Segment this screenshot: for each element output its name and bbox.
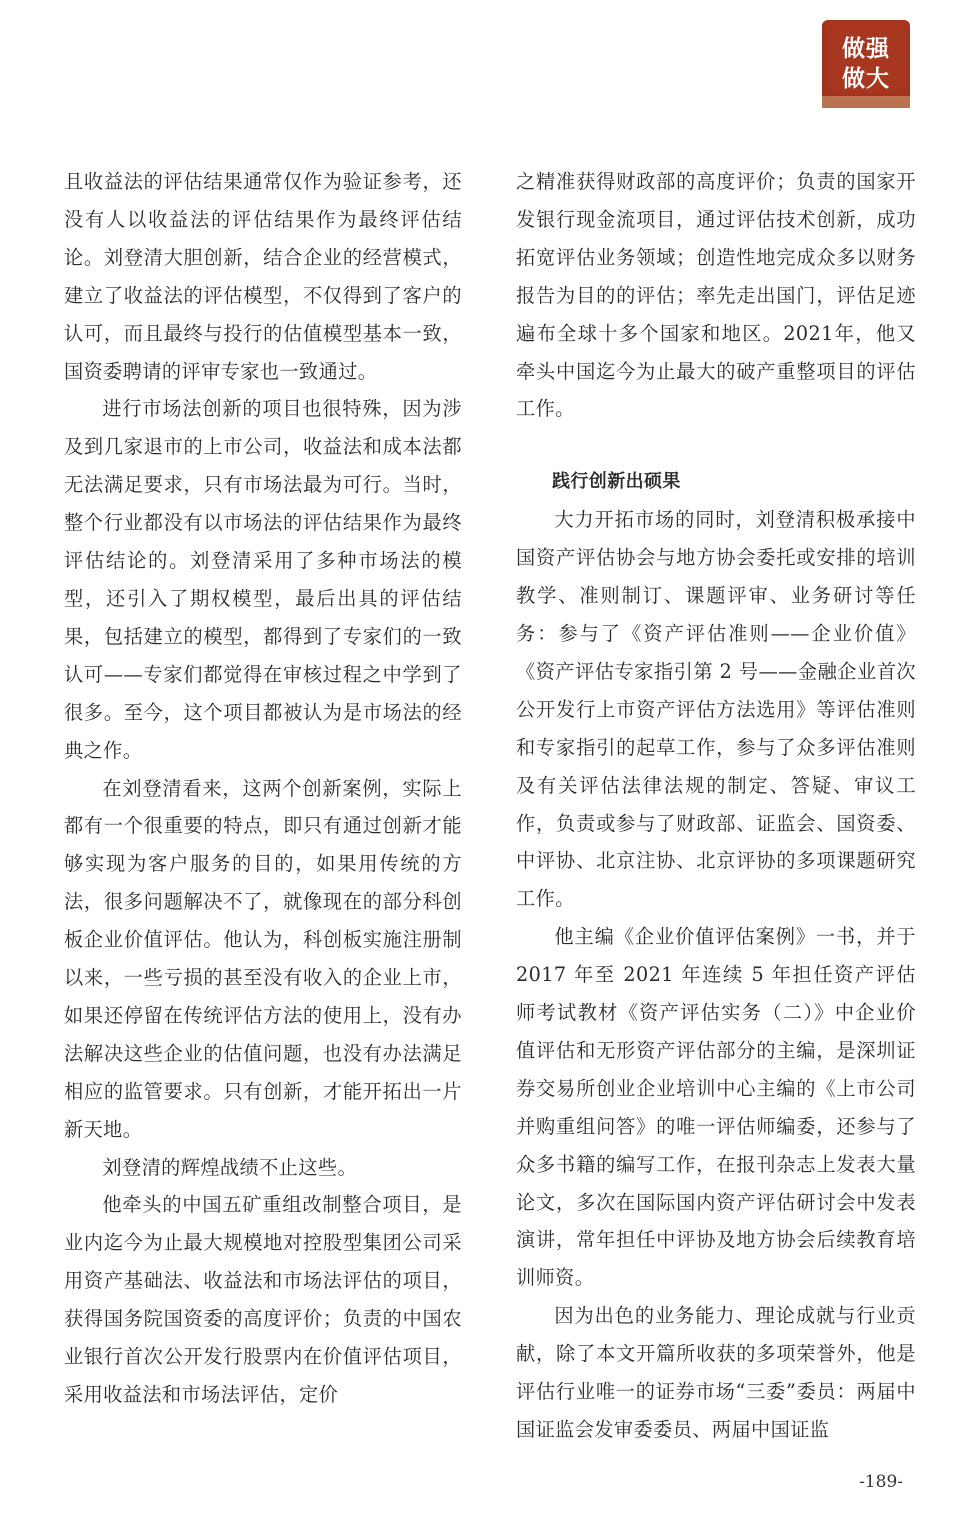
badge-line-2: 做大 [842,66,890,92]
paragraph: 进行市场法创新的项目也很特殊，因为涉及到几家退市的上市公司，收益法和成本法都无法满足要求，只有市场法最为可行。当时，整个行业都没有以市场法的评估结果作为最终评估结论的。刘登清采用了多种市场法的模型，还引入了期权模型，最后出具的评估结果，包括建立的模型，都得到了专家们的一致认可——专家们都觉得在审核过程之中学到了很多。至今，这个项目都被认为是市场法的经典之作。 [64,397,462,762]
right-column [516,163,916,1449]
paragraph: 刘登清的辉煌战绩不止这些。 [102,1155,358,1179]
paragraph: 大力开拓市场的同时，刘登清积极承接中国资产评估协会与地方协会委托或安排的培训教学、准则制订、课题评审、业务研讨等任务：参与了《资产评估准则——企业价值》《资产评估专家指引第 2 号——金融企业首次公开发行上市资产评估方法选用》等评估准则和专家指引的起草工作，参与了众多评估准则及有关评估法律法规的制定、答疑、审议工作，负责或参与了财政部、证监会、国资委、中评协、北京注协、北京评协的多项课题研究工作。 [516,508,916,911]
section-heading: 践行创新出硕果 [552,471,681,493]
badge-line-1: 做强 [842,36,890,62]
paragraph: 在刘登清看来，这两个创新案例，实际上都有一个很重要的特点，即只有通过创新才能够实现为客户服务的目的，如果用传统的方法，很多问题解决不了，就像现在的部分科创板企业价值评估。他认为，科创板实施注册制以来，一些亏损的甚至没有收入的企业上市，如果还停留在传统评估方法的使用上，没有办法解决这些企业的估值问题，也没有办法满足相应的监管要求。只有创新，才能开拓出一片新天地。 [64,776,462,1141]
paragraph: 他牵头的中国五矿重组改制整合项目，是业内迄今为止最大规模地对控股型集团公司采用资产基础法、收益法和市场法评估的项目，获得国务院国资委的高度评价；负责的中国农业银行首次公开发行股票内在价值评估项目，采用收益法和市场法评估，定价 [64,1193,462,1406]
paragraph: 之精准获得财政部的高度评价；负责的国家开发银行现金流项目，通过评估技术创新，成功拓宽评估业务领域；创造性地完成众多以财务报告为目的的评估；率先走出国门，评估足迹遍布全球十多个国家和地区。2021年，他又牵头中国迄今为止最大的破产重整项目的评估工作。 [516,170,916,421]
page-number: -189- [859,1472,903,1492]
paragraph: 他主编《企业价值评估案例》一书，并于 2017 年至 2021 年连续 5 年担任资产评估师考试教材《资产评估实务（二）》中企业价值评估和无形资产评估部分的主编，是深圳证券交易所创业企业培训中心主编的《上市公司并购重组问答》的唯一评估师编委，还参与了众多书籍的编写工作，在报刊杂志上发表大量论文，多次在国际国内资产评估研讨会中发表演讲，常年担任中评协及地方协会后续教育培训师资。 [516,925,916,1290]
paragraph: 且收益法的评估结果通常仅作为验证参考，还没有人以收益法的评估结果作为最终评估结论。刘登清大胆创新，结合企业的经营模式，建立了收益法的评估模型，不仅得到了客户的认可，而且最终与投行的估值模型基本一致，国资委聘请的评审专家也一致通过。 [64,170,462,383]
left-column [64,163,462,1414]
paragraph: 因为出色的业务能力、理论成就与行业贡献，除了本文开篇所收获的多项荣誉外，他是评估行业唯一的证券市场“三委”委员：两届中国证监会发审委委员、两届中国证监 [516,1304,916,1441]
section-badge [822,20,910,108]
